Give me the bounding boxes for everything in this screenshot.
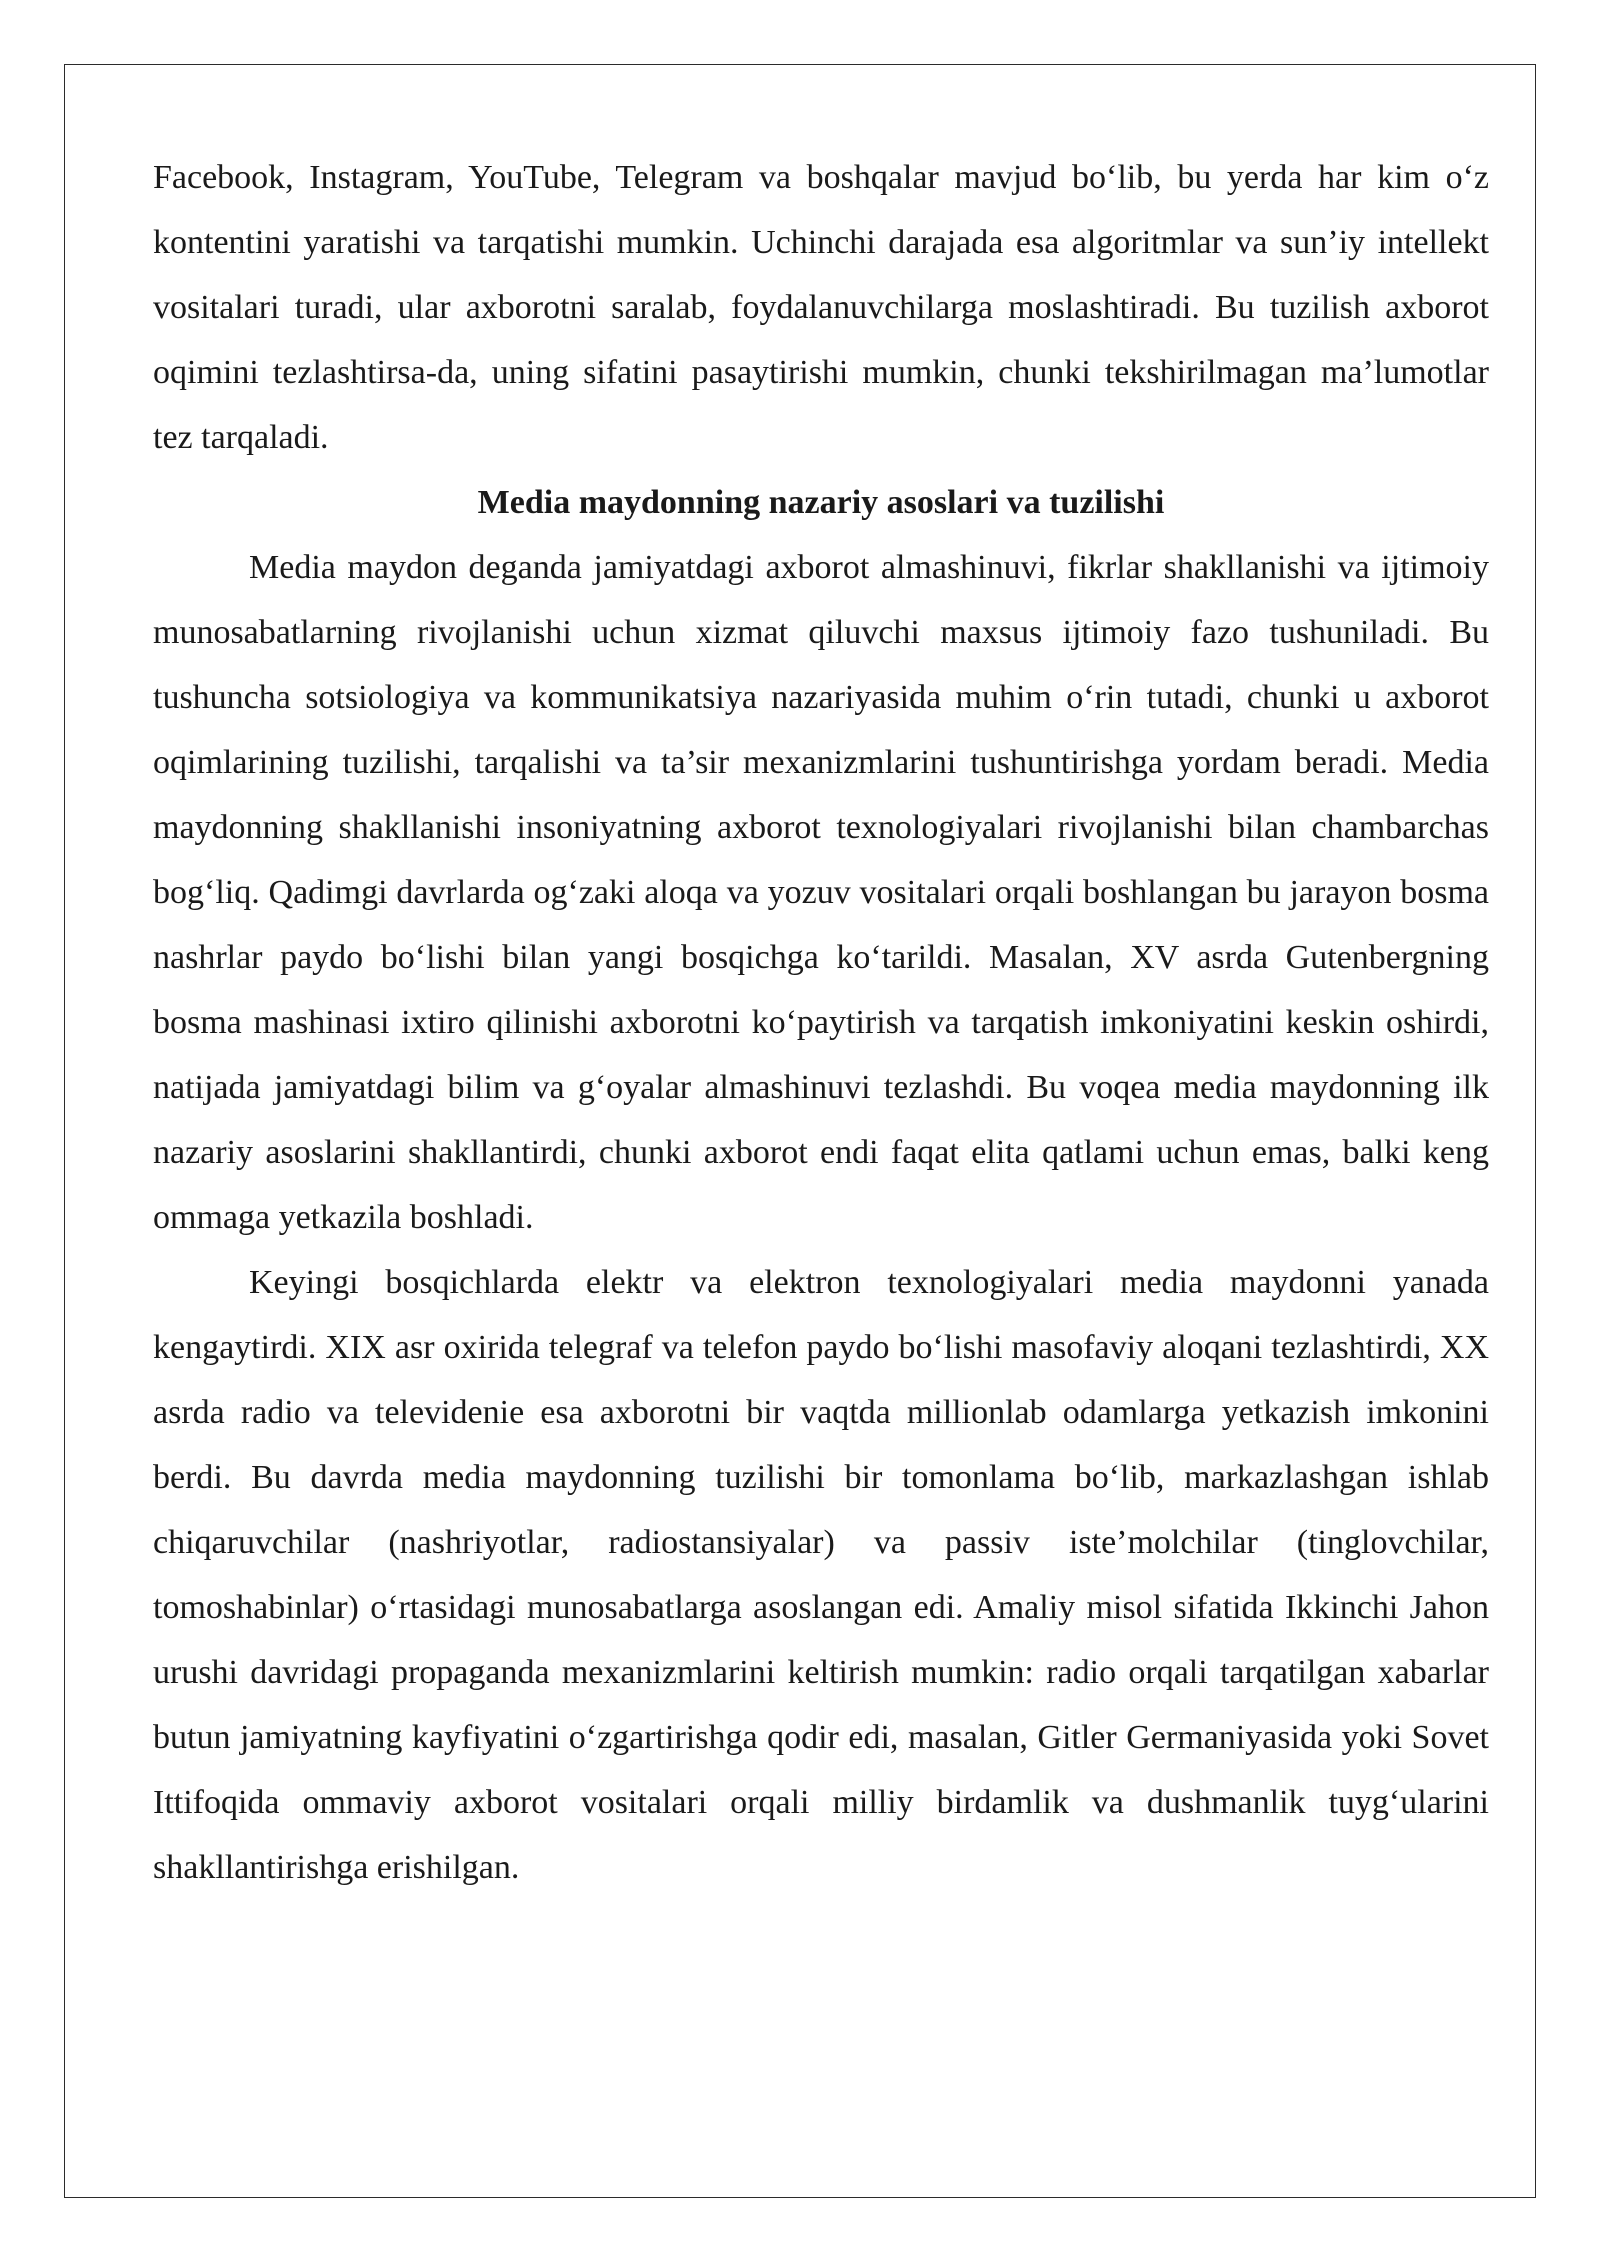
paragraph-continued: Facebook, Instagram, YouTube, Telegram va boshqalar mavjud bo‘lib, bu yerda har kim o‘z kontentini yaratishi va tarqatishi mumkin. Uchinchi darajada esa algoritmlar va sun’iy intellekt vositalari turadi, ular axborotni saralab, foydalanuvchilarga moslashtiradi. Bu tuzilish axborot oqimini tezlashtirsa-da, uning sifatini pasaytirishi mumkin, chunki tekshirilmagan ma’lumotlar tez tarqaladi. — [153, 159, 1489, 456]
document-body — [153, 145, 1489, 1900]
paragraph-electronic-technologies: Keyingi bosqichlarda elektr va elektron texnologiyalari media maydonni yanada kengaytirdi. XIX asr oxirida telegraf va telefon paydo bo‘lishi masofaviy aloqani tezlashtirdi, XX asrda radio va televidenie esa axborotni bir vaqtda millionlab odamlarga yetkazish imkonini berdi. Bu davrda media maydonning tuzilishi bir tomonlama bo‘lib, markazlashgan ishlab chiqaruvchilar (nashriyotlar, radiostansiyalar) va passiv iste’molchilar (tinglovchilar, tomoshabinlar) o‘rtasidagi munosabatlarga asoslangan edi. Amaliy misol sifatida Ikkinchi Jahon urushi davridagi propaganda mexanizmlarini keltirish mumkin: radio orqali tarqatilgan xabarlar butun jamiyatning kayfiyatini o‘zgartirishga qodir edi, masalan, Gitler Germaniyasida yoki Sovet Ittifoqida ommaviy axborot vositalari orqali milliy birdamlik va dushmanlik tuyg‘ularini shakllantirishga erishilgan. — [153, 1264, 1489, 1886]
paragraph-media-field-definition: Media maydon deganda jamiyatdagi axborot almashinuvi, fikrlar shakllanishi va ijtimoiy munosabatlarning rivojlanishi uchun xizmat qiluvchi maxsus ijtimoiy fazo tushuniladi. Bu tushuncha sotsiologiya va kommunikatsiya nazariyasida muhim o‘rin tutadi, chunki u axborot oqimlarining tuzilishi, tarqalishi va ta’sir mexanizmlarini tushuntirishga yordam beradi. Media maydonning shakllanishi insoniyatning axborot texnologiyalari rivojlanishi bilan chambarchas bog‘liq. Qadimgi davrlarda og‘zaki aloqa va yozuv vositalari orqali boshlangan bu jarayon bosma nashrlar paydo bo‘lishi bilan yangi bosqichga ko‘tarildi. Masalan, XV asrda Gutenbergning bosma mashinasi ixtiro qilinishi axborotni ko‘paytirish va tarqatish imkoniyatini keskin oshirdi, natijada jamiyatdagi bilim va g‘oyalar almashinuvi tezlashdi. Bu voqea media maydonning ilk nazariy asoslarini shakllantirdi, chunki axborot endi faqat elita qatlami uchun emas, balki keng ommaga yetkazila boshladi. — [153, 549, 1489, 1236]
section-heading: Media maydonning nazariy asoslari va tuzilishi — [477, 484, 1165, 521]
